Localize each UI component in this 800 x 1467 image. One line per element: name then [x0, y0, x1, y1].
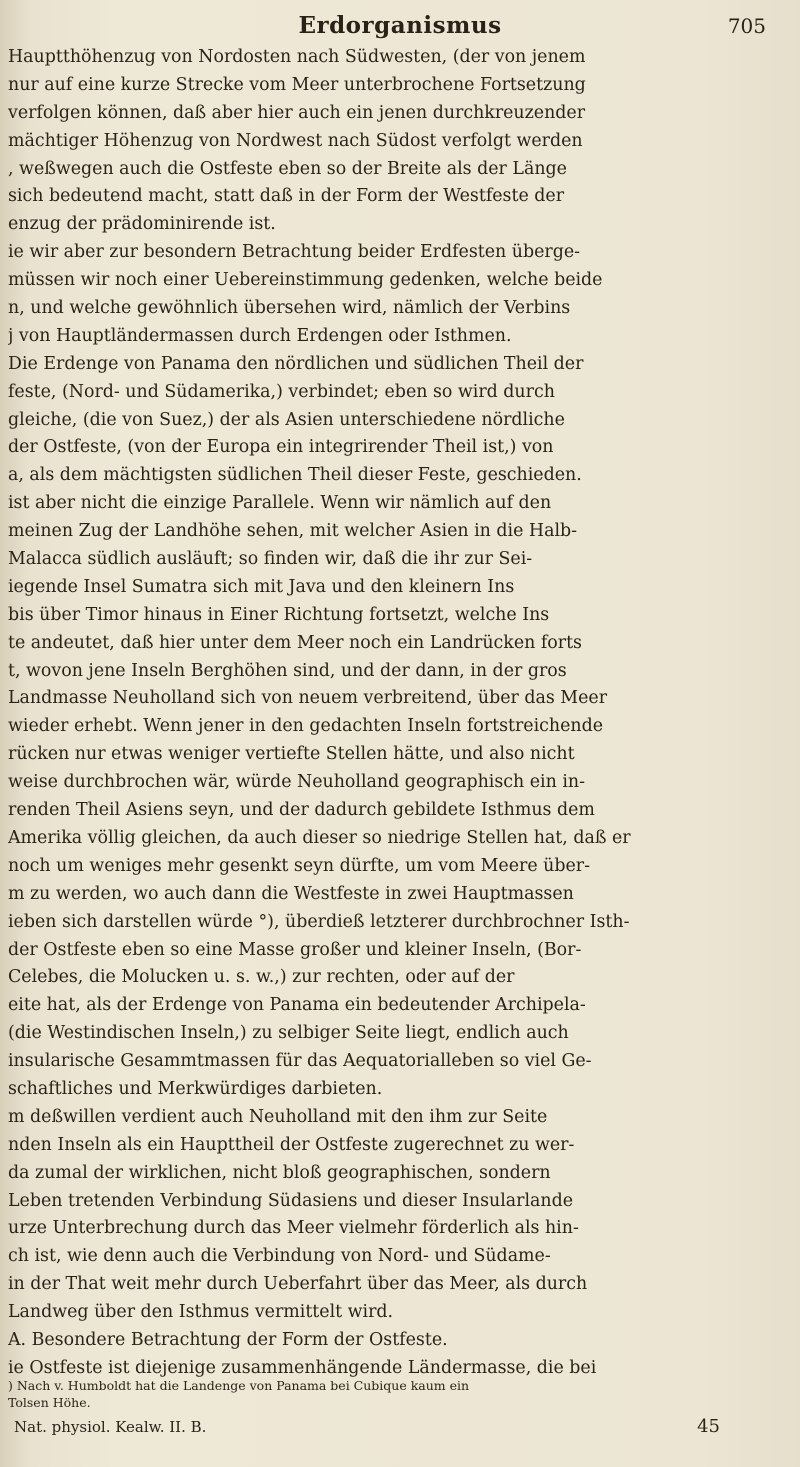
text-line: der Ostfeste, (von der Europa ein integrirender Theil ist,) von — [8, 437, 554, 458]
text-line: meinen Zug der Landhöhe sehen, mit welcher Asien in die Halb- — [8, 521, 578, 542]
page-footer — [8, 1414, 780, 1444]
text-line: urze Unterbrechung durch das Meer vielmehr förderlich als hin- — [8, 1218, 579, 1239]
text-line: müssen wir noch einer Uebereinstimmung gedenken, welche beide — [8, 270, 603, 291]
text-line: nden Inseln als ein Haupttheil der Ostfeste zugerechnet zu wer- — [8, 1134, 575, 1155]
footnote — [8, 1377, 780, 1411]
text-line: wieder erhebt. Wenn jener in den gedachten Inseln fortstreichende — [8, 716, 604, 737]
text-line: Landweg über den Isthmus vermittelt wird. — [8, 1302, 394, 1323]
text-line: feste, (Nord- und Südamerika,) verbindet; eben so wird durch — [8, 381, 555, 402]
text-line: rücken nur etwas weniger vertiefte Stellen hätte, und also nicht — [8, 744, 575, 765]
text-line: ch ist, wie denn auch die Verbindung von Nord- und Südame- — [8, 1246, 551, 1267]
text-line: ie wir aber zur besondern Betrachtung beider Erdfesten überge- — [8, 242, 581, 263]
text-line: ist aber nicht die einzige Parallele. Wenn wir nämlich auf den — [8, 493, 552, 514]
text-line: Die Erdenge von Panama den nördlichen und südlichen Theil der — [8, 353, 584, 374]
text-line: Leben tretenden Verbindung Südasiens und dieser Insularlande — [8, 1190, 574, 1211]
text-line: ieben sich darstellen würde °), überdieß letzterer durchbrochner Isth- — [8, 911, 630, 932]
text-line: A. Besondere Betrachtung der Form der Ostfeste. — [8, 1329, 448, 1350]
text-line: Amerika völlig gleichen, da auch dieser so niedrige Stellen hat, daß er — [8, 827, 631, 848]
text-line: Malacca südlich ausläuft; so finden wir, daß die ihr zur Sei- — [8, 549, 533, 570]
text-line: Celebes, die Molucken u. s. w.,) zur rechten, oder auf der — [8, 967, 515, 988]
text-line: iegende Insel Sumatra sich mit Java und den kleinern Ins — [8, 576, 515, 597]
page-header — [0, 12, 800, 48]
text-line: bis über Timor hinaus in Einer Richtung fortsetzt, welche Ins — [8, 604, 550, 625]
text-line: Hauptthöhenzug von Nordosten nach Südwesten, (der von jenem — [8, 47, 586, 67]
text-line: Landmasse Neuholland sich von neuem verbreitend, über das Meer — [8, 688, 608, 709]
text-line: mächtiger Höhenzug von Nordwest nach Südost verfolgt werden — [8, 130, 583, 151]
text-line: verfolgen können, daß aber hier auch ein jenen durchkreuzender — [8, 102, 586, 123]
text-line: schaftliches und Merkwürdiges darbieten. — [8, 1078, 383, 1099]
text-line: sich bedeutend macht, statt daß in der Form der Westfeste der — [8, 186, 565, 207]
text-line: nur auf eine kurze Strecke vom Meer unterbrochene Fortsetzung — [8, 74, 586, 95]
text-line: weise durchbrochen wär, würde Neuholland geographisch ein in- — [8, 772, 585, 793]
text-line: insularische Gesammtmassen für das Aequatorialleben so viel Ge- — [8, 1051, 592, 1072]
text-line: renden Theil Asiens seyn, und der dadurch gebildete Isthmus dem — [8, 800, 595, 821]
text-line: , weßwegen auch die Ostfeste eben so der Breite als der Länge — [8, 158, 567, 179]
page-number: 705 — [727, 14, 766, 38]
text-line: n, und welche gewöhnlich übersehen wird, nämlich der Verbins — [8, 298, 571, 319]
text-line: j von Hauptländermassen durch Erdengen oder Isthmen. — [8, 325, 512, 346]
text-line: der Ostfeste eben so eine Masse großer und kleiner Inseln, (Bor- — [8, 939, 582, 960]
text-line: eite hat, als der Erdenge von Panama ein bedeutender Archipela- — [8, 995, 586, 1016]
text-line: ie Ostfeste ist diejenige zusammenhängende Ländermasse, die bei — [8, 1357, 597, 1378]
signature-mark: 45 — [697, 1416, 720, 1437]
footer-source: Nat. physiol. Kealw. II. B. — [14, 1418, 207, 1436]
text-line: a, als dem mächtigsten südlichen Theil dieser Feste, geschieden. — [8, 465, 582, 486]
text-line: (die Westindischen Inseln,) zu selbiger Seite liegt, endlich auch — [8, 1023, 569, 1044]
text-line: da zumal der wirklichen, nicht bloß geographischen, sondern — [8, 1162, 551, 1183]
text-line: m deßwillen verdient auch Neuholland mit den ihm zur Seite — [8, 1106, 548, 1127]
text-line: enzug der prädominirende ist. — [8, 214, 276, 235]
footnote-line: ) Nach v. Humboldt hat die Landenge von Panama bei Cubique kaum ein — [8, 1378, 470, 1393]
footnote-line: Tolsen Höhe. — [8, 1395, 91, 1410]
text-line: m zu werden, wo auch dann die Westfeste in zwei Hauptmassen — [8, 883, 574, 904]
text-line: t, wovon jene Inseln Berghöhen sind, und der dann, in der gros — [8, 660, 567, 681]
text-line: te andeutet, daß hier unter dem Meer noch ein Landrücken forts — [8, 632, 582, 653]
text-line: noch um weniges mehr gesenkt seyn dürfte, um vom Meere über- — [8, 855, 590, 876]
text-body — [8, 44, 780, 1383]
running-title: Erdorganismus — [298, 12, 502, 39]
text-line: in der That weit mehr durch Ueberfahrt über das Meer, als durch — [8, 1274, 588, 1295]
text-line: gleiche, (die von Suez,) der als Asien unterschiedene nördliche — [8, 409, 565, 430]
